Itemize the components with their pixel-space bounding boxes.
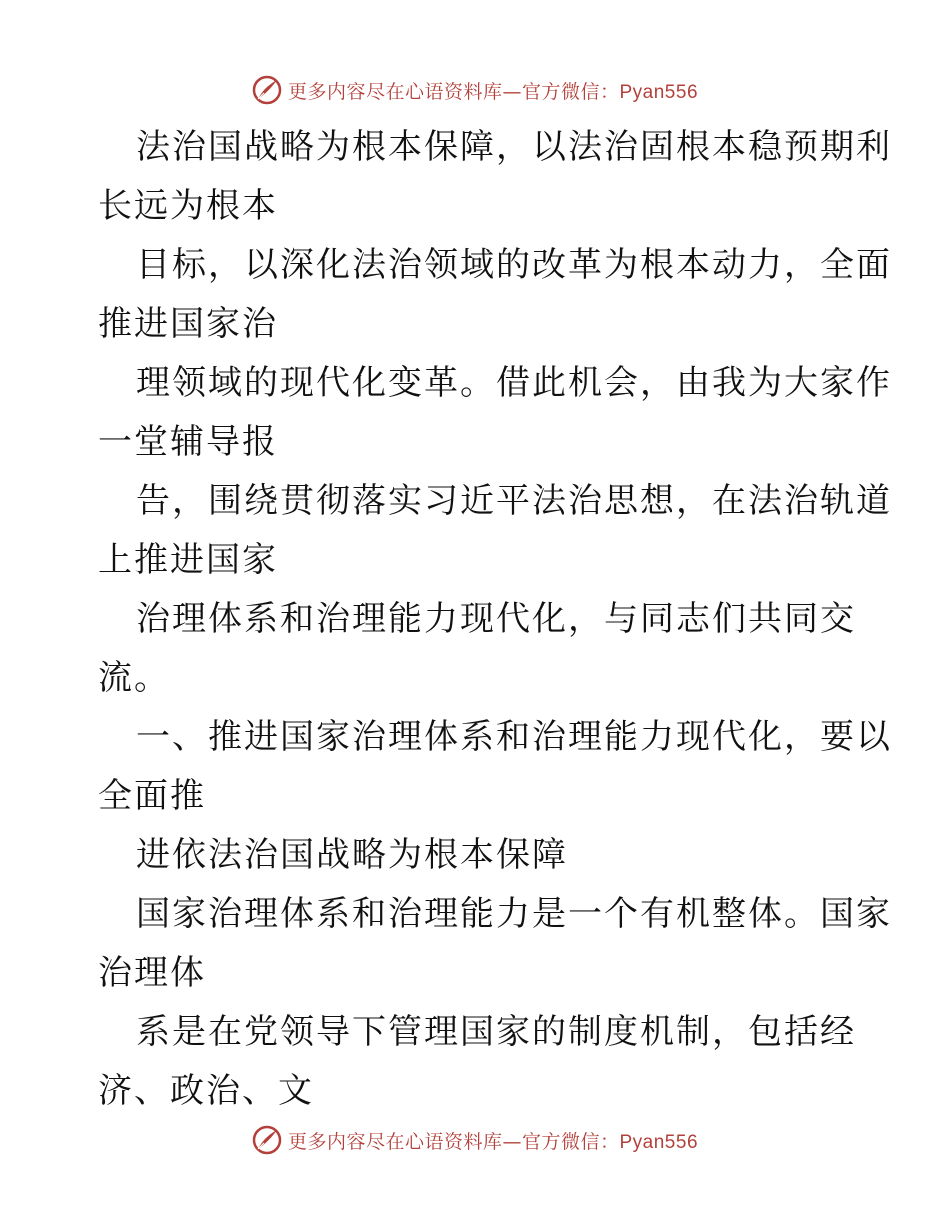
text-line: 理领域的现代化变革。借此机会，由我为大家作 xyxy=(136,363,892,403)
quill-pen-logo-icon xyxy=(252,75,282,105)
text-line: 治理体系和治理能力现代化，与同志们共同交 xyxy=(136,599,856,639)
document-body xyxy=(98,118,892,1121)
footer-contact-id: Pyan556 xyxy=(619,1131,699,1153)
text-line: 长远为根本 xyxy=(98,186,278,226)
quill-pen-logo-icon xyxy=(252,1125,282,1155)
text-line: 告，围绕贯彻落实习近平法治思想，在法治轨道 xyxy=(136,481,892,521)
text-line: 法治国战略为根本保障，以法治固根本稳预期利 xyxy=(136,127,892,167)
text-line: 国家治理体系和治理能力是一个有机整体。国家 xyxy=(136,894,892,934)
header-banner xyxy=(0,70,950,110)
footer-separator: — xyxy=(502,1130,522,1153)
text-line: 推进国家治 xyxy=(98,304,278,344)
footer-site-text: 更多内容尽在心语资料库 xyxy=(287,1130,503,1153)
text-line: 上推进国家 xyxy=(98,540,278,580)
header-site-text: 更多内容尽在心语资料库 xyxy=(287,80,503,103)
footer-contact-label: 官方微信： xyxy=(521,1130,620,1153)
footer-banner xyxy=(0,1120,950,1160)
header-contact-id: Pyan556 xyxy=(619,81,699,103)
text-line: 济、政治、文 xyxy=(98,1071,314,1111)
header-text xyxy=(288,77,698,104)
header-contact-label: 官方微信： xyxy=(521,80,620,103)
text-line: 系是在党领导下管理国家的制度机制，包括经 xyxy=(136,1012,856,1052)
text-line: 一堂辅导报 xyxy=(98,422,278,462)
text-line: 一、推进国家治理体系和治理能力现代化，要以 xyxy=(136,717,892,757)
header-separator: — xyxy=(502,80,522,103)
text-line: 进依法治国战略为根本保障 xyxy=(136,835,568,875)
text-line: 全面推 xyxy=(98,776,206,816)
text-line: 目标，以深化法治领域的改革为根本动力，全面 xyxy=(136,245,892,285)
text-line: 流。 xyxy=(98,658,170,698)
text-line: 治理体 xyxy=(98,953,206,993)
footer-text xyxy=(288,1127,698,1154)
